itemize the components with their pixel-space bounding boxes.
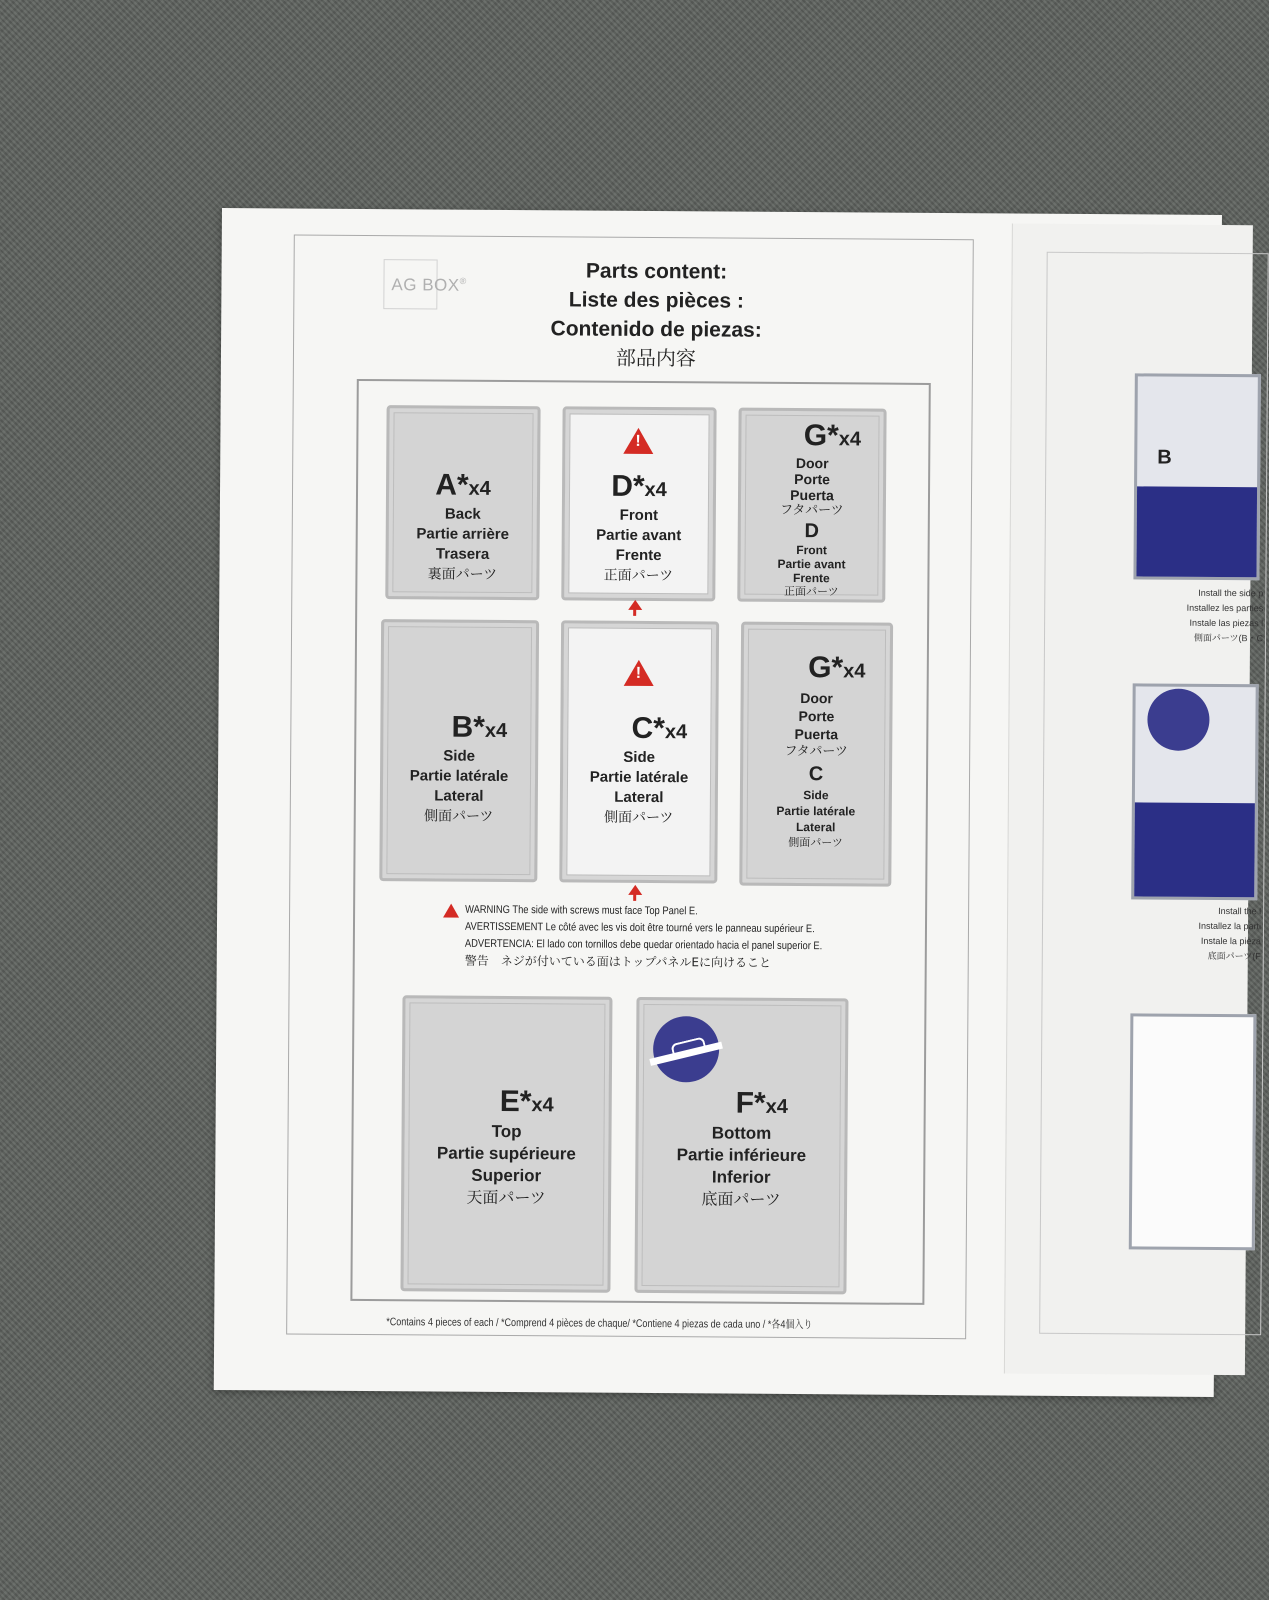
part-name-es: Lateral xyxy=(614,788,664,807)
warning-jp: 警告 ネジが付いている面はトップパネルEに向けること xyxy=(464,953,772,970)
part-qty: x4 xyxy=(531,1094,554,1117)
part-sub-name-es: Lateral xyxy=(795,820,836,835)
part-name-es: Lateral xyxy=(434,787,484,805)
next-page-image-band xyxy=(1136,486,1257,577)
part-e-names xyxy=(404,1120,609,1209)
title-es: Contenido de piezas: xyxy=(550,317,762,342)
warning-triangle-icon xyxy=(623,428,653,454)
part-qty: x4 xyxy=(664,721,688,744)
next-page-text-line: Install the l xyxy=(1218,905,1262,917)
part-name-es: Puerta xyxy=(794,726,839,743)
part-name-jp: 天面パーツ xyxy=(466,1187,546,1208)
part-b-letter xyxy=(423,710,535,745)
up-arrow-stem xyxy=(633,894,636,901)
part-d-panel xyxy=(561,406,716,601)
warning-triangle-icon xyxy=(443,904,459,918)
part-a-panel xyxy=(385,405,540,600)
next-page-text-line: Installez les parties xyxy=(1186,602,1264,614)
next-page-text-line: Instale la pieza xyxy=(1200,935,1261,947)
part-sub-letter: D xyxy=(804,520,820,543)
part-sub-letter: C xyxy=(808,763,824,786)
part-name-jp: 側面パーツ xyxy=(603,809,674,827)
part-d-names xyxy=(564,505,713,586)
part-f-names xyxy=(638,1122,845,1211)
part-name-es: Frente xyxy=(615,546,662,565)
part-f-letter xyxy=(679,1086,845,1121)
registered-mark: ® xyxy=(459,276,467,287)
brand-name: AG BOX xyxy=(391,275,460,295)
part-a-names xyxy=(388,504,537,585)
part-sub-name-en: Front xyxy=(796,543,828,558)
next-page xyxy=(1004,224,1264,1376)
part-b-panel xyxy=(379,619,539,882)
part-name-jp: 底面パーツ xyxy=(701,1189,781,1209)
next-page-step-text-1 xyxy=(1103,585,1263,646)
part-a-letter xyxy=(389,468,537,503)
part-sub-name-fr: Partie avant xyxy=(777,556,846,572)
bottom-panel-icon xyxy=(653,1016,719,1082)
part-f-panel xyxy=(634,997,848,1294)
part-letter: G* xyxy=(808,651,844,685)
brand-logo xyxy=(391,275,466,296)
part-qty: x4 xyxy=(838,428,862,451)
parts-diagram xyxy=(350,379,930,1305)
part-c-letter xyxy=(603,712,715,747)
instruction-sheet xyxy=(214,208,1264,1397)
part-qty: x4 xyxy=(484,719,508,743)
warning-triangle-icon xyxy=(624,660,654,686)
warning-es: ADVERTENCIA: El lado con tornillos debe quedar orientado hacia el panel superior E. xyxy=(464,937,823,953)
next-page-text-line: 側面パーツ(B・C xyxy=(1193,632,1264,644)
part-name-fr: Partie inférieure xyxy=(676,1145,807,1166)
part-qty: x4 xyxy=(765,1095,788,1118)
part-name-fr: Porte xyxy=(794,471,831,488)
footnote: *Contains 4 pieces of each / *Comprend 4 pièces de chaque/ *Contiene 4 piezas de cada uno / *各4個入り xyxy=(386,1316,813,1332)
part-name-en: Door xyxy=(795,455,829,472)
part-name-en: Door xyxy=(800,690,833,707)
part-g-panel-2 xyxy=(739,622,893,887)
part-sub-name-en: Side xyxy=(803,788,829,803)
part-name-jp: 側面パーツ xyxy=(423,808,494,825)
part-name-jp: 正面パーツ xyxy=(603,567,674,585)
part-name-es: Trasera xyxy=(435,545,490,563)
next-page-label-b: B xyxy=(1157,446,1172,469)
next-page-text-line: Installez la parti xyxy=(1198,920,1262,932)
title-fr: Liste des pièces : xyxy=(568,288,744,313)
next-page-text-line: Install the side p xyxy=(1198,587,1264,599)
part-name-en: Side xyxy=(443,747,476,765)
part-qty: x4 xyxy=(468,477,491,500)
part-g2-names xyxy=(743,689,890,852)
part-name-en: Bottom xyxy=(711,1123,772,1143)
part-g1-letter xyxy=(781,419,883,454)
part-letter: G* xyxy=(803,419,839,453)
part-e-panel xyxy=(400,995,612,1292)
part-qty: x4 xyxy=(843,660,866,683)
part-name-en: Side xyxy=(623,748,656,767)
part-b-names xyxy=(383,746,536,827)
part-g-panel-1 xyxy=(737,408,886,603)
next-page-image-2 xyxy=(1131,683,1259,900)
warning-en: WARNING The side with screws must face Top Panel E. xyxy=(465,903,698,918)
part-name-fr: Partie supérieure xyxy=(436,1143,576,1164)
page-title xyxy=(506,256,807,374)
part-sub-name-jp: 側面パーツ xyxy=(788,835,843,850)
part-letter: A* xyxy=(435,468,469,502)
part-g1-names xyxy=(740,455,883,600)
up-arrow-stem xyxy=(633,609,636,616)
part-letter: B* xyxy=(451,710,486,744)
part-letter: D* xyxy=(611,469,645,503)
part-c-panel xyxy=(559,620,719,883)
next-page-image-3 xyxy=(1129,1013,1257,1250)
title-en: Parts content: xyxy=(585,259,728,284)
part-name-es: Puerta xyxy=(790,486,834,504)
part-name-fr: Partie avant xyxy=(596,526,682,545)
next-page-bottom-icon xyxy=(1147,688,1209,750)
next-page-text-line: 底面パーツ(F xyxy=(1207,950,1261,962)
next-page-frame xyxy=(1039,252,1269,1336)
part-name-fr: Partie latérale xyxy=(589,768,689,787)
part-c-names xyxy=(563,747,716,828)
part-qty: x4 xyxy=(644,478,667,502)
next-page-image-band xyxy=(1134,802,1255,897)
part-letter: C* xyxy=(631,711,666,746)
part-e-letter xyxy=(445,1085,609,1120)
part-name-en: Back xyxy=(444,505,481,523)
part-sub-name-jp: 正面パーツ xyxy=(784,584,839,599)
part-name-en: Top xyxy=(491,1121,522,1142)
part-sub-name-es: Frente xyxy=(793,570,830,586)
part-name-jp: 裏面パーツ xyxy=(427,566,498,583)
next-page-image-1 xyxy=(1133,373,1260,580)
part-name-es: Inferior xyxy=(711,1167,771,1187)
part-name-en: Front xyxy=(619,506,659,525)
part-sub-name-fr: Partie latérale xyxy=(776,803,856,819)
next-page-text-line: Instale las piezas l xyxy=(1189,617,1264,629)
warning-fr: AVERTISSEMENT Le côté avec les vis doit être tourné vers le panneau supérieur E. xyxy=(464,920,815,936)
part-name-jp: フタパーツ xyxy=(784,743,848,760)
title-jp: 部品内容 xyxy=(615,345,697,371)
part-letter: F* xyxy=(735,1086,766,1120)
next-page-step-text-2 xyxy=(1101,903,1261,964)
part-name-fr: Porte xyxy=(798,708,835,725)
warning-note xyxy=(465,902,885,973)
part-name-es: Superior xyxy=(471,1165,542,1186)
part-d-letter xyxy=(565,469,713,504)
part-name-fr: Partie arrière xyxy=(416,525,510,544)
part-letter: E* xyxy=(499,1084,532,1119)
part-name-jp: フタパーツ xyxy=(780,502,844,519)
part-name-fr: Partie latérale xyxy=(409,767,509,786)
part-g2-letter xyxy=(784,651,890,686)
